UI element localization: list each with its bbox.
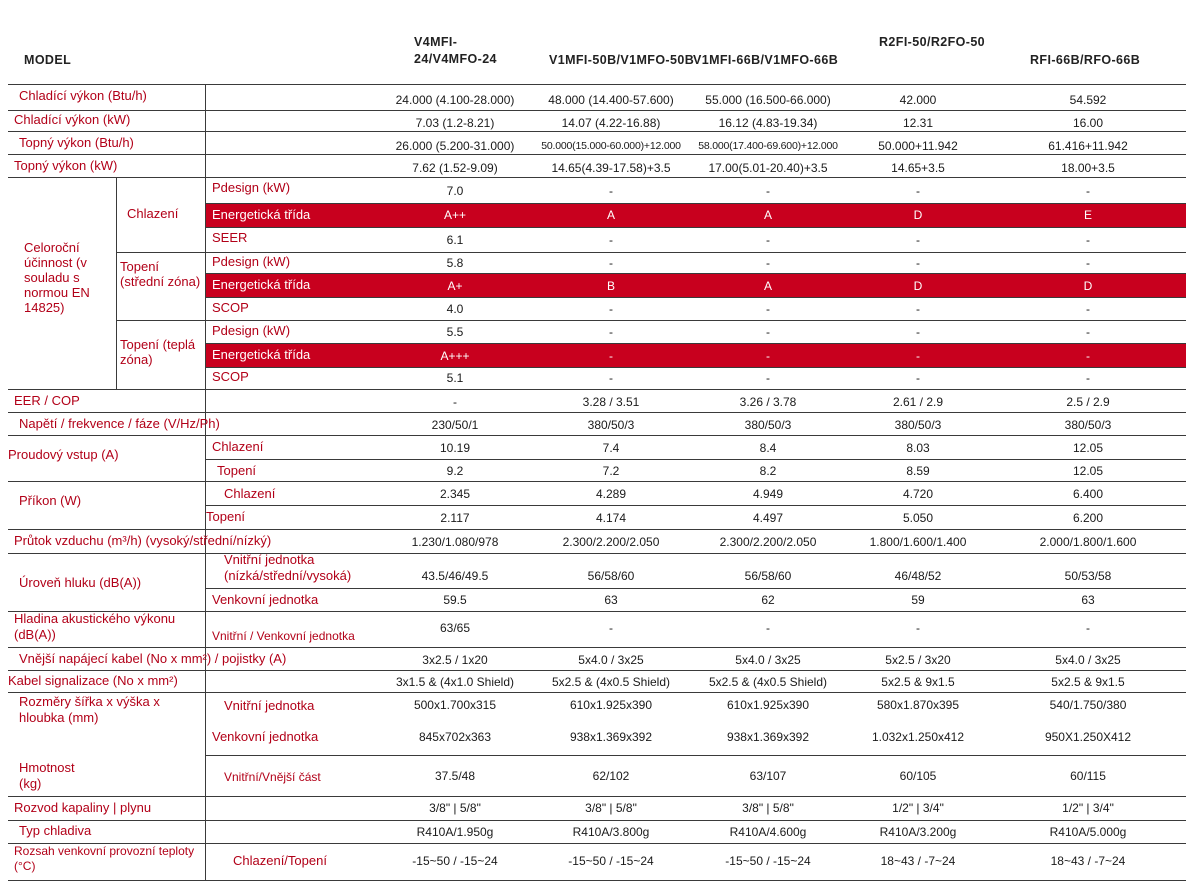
- label-power: Příkon (W): [19, 493, 82, 508]
- row-divider: [8, 177, 1186, 178]
- cell-sound-power: -: [766, 621, 770, 635]
- cell-dim-indoor: 500x1.700x315: [413, 698, 497, 712]
- label-seer-3: SEER: [212, 230, 248, 245]
- cell-noise-outdoor: 63: [1081, 593, 1095, 607]
- cell-c-seer: -: [1086, 233, 1090, 247]
- row-divider: [8, 692, 1186, 693]
- cell-c-class: D: [913, 208, 923, 222]
- cell-power-heat: 2.117: [440, 511, 470, 525]
- label-energy-class-2: Energetická třída: [212, 207, 311, 222]
- cell-c-seer: 6.1: [446, 233, 464, 247]
- row-divider-sub: [205, 588, 1186, 589]
- cell-refrigerant: R410A/3.800g: [572, 825, 650, 839]
- row-divider-group: [116, 320, 1186, 321]
- cell-noise-outdoor: 62: [761, 593, 775, 607]
- row-divider: [8, 131, 1186, 132]
- column-header-model: MODEL: [24, 53, 72, 67]
- cell-current-cool: 10.19: [439, 441, 471, 455]
- label-heating-mid: Topení (střední zóna): [120, 259, 201, 289]
- cell-noise-outdoor: 59: [911, 593, 925, 607]
- cell-c-class: A: [763, 208, 772, 222]
- cell-refrigerant: R410A/3.200g: [879, 825, 957, 839]
- cell-m-scop: -: [609, 302, 613, 316]
- cell-power-heat: 5.050: [902, 511, 934, 525]
- row-divider-inner: [205, 203, 1186, 204]
- label-noise-outdoor: Venkovní jednotka: [212, 592, 319, 607]
- label-heat-kw: Topný výkon (kW): [14, 158, 118, 173]
- column-header-model-4: R2FI-50/R2FO-50: [879, 35, 986, 49]
- cell-cool-btu: 24.000 (4.100-28.000): [395, 93, 515, 107]
- column-divider: [205, 84, 206, 880]
- label-current-heat: Topení: [217, 463, 257, 478]
- cell-refrigerant: R410A/4.600g: [729, 825, 807, 839]
- label-scop-6: SCOP: [212, 300, 249, 315]
- cell-w-class: -: [609, 349, 613, 363]
- row-divider-group: [116, 252, 1186, 253]
- cell-cool-kw: 16.00: [1072, 116, 1104, 130]
- cell-power-cable: 3x2.5 / 1x20: [422, 653, 488, 667]
- cell-dim-outdoor: 938x1.369x392: [569, 730, 653, 744]
- cell-heat-kw: 17.00(5.01-20.40)+3.5: [708, 161, 828, 175]
- cell-noise-indoor: 43.5/46/49.5: [421, 569, 489, 583]
- cell-m-class: D: [1083, 279, 1093, 293]
- cell-m-pdesign: -: [609, 256, 613, 270]
- cell-piping: 1/2" | 3/4": [892, 801, 944, 815]
- row-divider: [8, 110, 1186, 111]
- column-header-model-2: V1MFI-50B/V1MFO-50B: [549, 53, 695, 67]
- cell-cool-btu: 42.000: [899, 93, 937, 107]
- label-pdesign-1: Pdesign (kW): [212, 180, 291, 195]
- cell-current-cool: 8.4: [759, 441, 777, 455]
- row-divider: [8, 412, 1186, 413]
- cell-power-heat: 6.200: [1072, 511, 1104, 525]
- cell-temp-range: -15~50 / -15~24: [725, 854, 811, 868]
- cell-dim-indoor: 580x1.870x395: [876, 698, 960, 712]
- label-heating-warm: Topení (teplá zóna): [120, 337, 196, 367]
- cell-w-scop: -: [766, 371, 770, 385]
- label-energy-class-5: Energetická třída: [212, 277, 311, 292]
- cell-c-pdesign: -: [609, 184, 613, 198]
- cell-voltage: 380/50/3: [587, 418, 635, 432]
- cell-noise-indoor: 56/58/60: [587, 569, 635, 583]
- cell-weight: 37.5/48: [434, 769, 476, 783]
- cell-eer-cop: 2.61 / 2.9: [892, 395, 944, 409]
- cell-sound-power: -: [916, 621, 920, 635]
- cell-m-class: A: [763, 279, 772, 293]
- cell-c-seer: -: [916, 233, 920, 247]
- cell-cool-btu: 54.592: [1069, 93, 1107, 107]
- cell-dim-outdoor: 845x702x363: [418, 730, 492, 744]
- label-voltage: Napětí / frekvence / fáze (V/Hz/Ph): [19, 416, 220, 431]
- row-divider: [8, 796, 1186, 797]
- cell-current-heat: 8.59: [906, 464, 930, 478]
- cell-weight: 62/102: [592, 769, 630, 783]
- label-pdesign-4: Pdesign (kW): [212, 254, 291, 269]
- label-signal-cable: Kabel signalizace (No x mm²): [8, 673, 178, 688]
- row-divider-sub: [205, 459, 1186, 460]
- cell-voltage: 380/50/3: [894, 418, 942, 432]
- cell-power-heat: 4.497: [752, 511, 784, 525]
- label-airflow: Průtok vzduchu (m³/h) (vysoký/střední/nízký): [14, 533, 272, 548]
- cell-eer-cop: 3.28 / 3.51: [582, 395, 640, 409]
- cell-cool-kw: 16.12 (4.83-19.34): [718, 116, 818, 130]
- cell-c-seer: -: [766, 233, 770, 247]
- cell-power-cool: 4.720: [902, 487, 934, 501]
- label-weight-sub: Vnitřní/Vnější část: [224, 770, 321, 784]
- cell-cool-kw: 12.31: [902, 116, 934, 130]
- cell-airflow: 2.300/2.200/2.050: [719, 535, 817, 549]
- cell-sound-power: -: [1086, 621, 1090, 635]
- cell-heat-kw: 14.65+3.5: [891, 161, 945, 175]
- label-piping: Rozvod kapaliny | plynu: [14, 800, 152, 815]
- label-temp-sub: Chlazení/Topení: [233, 853, 327, 868]
- cell-w-pdesign: -: [1086, 325, 1090, 339]
- cell-w-class: A+++: [440, 349, 470, 363]
- row-divider: [8, 435, 1186, 436]
- row-divider: [8, 389, 1186, 390]
- cell-m-class: D: [913, 279, 923, 293]
- cell-c-class: A: [606, 208, 615, 222]
- cell-sound-power: -: [609, 621, 613, 635]
- cell-dim-outdoor: 950X1.250X412: [1044, 730, 1132, 744]
- row-divider-inner: [205, 343, 1186, 344]
- cell-m-scop: -: [916, 302, 920, 316]
- cell-temp-range: -15~50 / -15~24: [412, 854, 498, 868]
- cell-m-class: A+: [447, 279, 463, 293]
- label-current: Proudový vstup (A): [8, 447, 119, 462]
- cell-signal-cable: 5x2.5 & (4x0.5 Shield): [708, 675, 828, 689]
- cell-heat-kw: 14.65(4.39-17.58)+3.5: [551, 161, 671, 175]
- cell-power-cool: 4.289: [595, 487, 627, 501]
- cell-c-pdesign: -: [766, 184, 770, 198]
- cell-piping: 3/8" | 5/8": [742, 801, 794, 815]
- cell-w-class: -: [916, 349, 920, 363]
- column-header-model-5: RFI-66B/RFO-66B: [1030, 53, 1141, 67]
- cell-dim-indoor: 540/1.750/380: [1049, 698, 1127, 712]
- cell-noise-indoor: 46/48/52: [894, 569, 942, 583]
- label-noise-indoor: Vnitřní jednotka (nízká/střední/vysoká): [224, 552, 352, 583]
- label-dim-outdoor: Venkovní jednotka: [212, 729, 319, 744]
- cell-voltage: 230/50/1: [431, 418, 479, 432]
- cell-w-pdesign: -: [916, 325, 920, 339]
- label-temp-range: Rozsah venkovní provozní teploty (°C): [14, 844, 195, 873]
- row-divider-inner: [205, 367, 1186, 368]
- cell-noise-indoor: 50/53/58: [1064, 569, 1112, 583]
- cell-power-cool: 4.949: [752, 487, 784, 501]
- cell-c-pdesign: 7.0: [446, 184, 464, 198]
- cell-heat-kw: 7.62 (1.52-9.09): [412, 161, 498, 175]
- cell-weight: 60/115: [1070, 769, 1106, 783]
- label-cool-btu: Chladící výkon (Btu/h): [19, 88, 147, 103]
- cell-cool-btu: 55.000 (16.500-66.000): [705, 93, 831, 107]
- cell-refrigerant: R410A/1.950g: [416, 825, 494, 839]
- cell-noise-outdoor: 63: [604, 593, 618, 607]
- cell-temp-range: 18~43 / -7~24: [1050, 854, 1126, 868]
- cell-dim-indoor: 610x1.925x390: [569, 698, 653, 712]
- cell-m-scop: 4.0: [446, 302, 464, 316]
- label-sound-power: Hladina akustického výkonu (dB(A)): [14, 611, 176, 642]
- cell-eer-cop: -: [453, 395, 457, 409]
- label-current-cool: Chlazení: [212, 439, 264, 454]
- cell-power-cool: 6.400: [1072, 487, 1104, 501]
- cell-signal-cable: 5x2.5 & 9x1.5: [881, 675, 955, 689]
- cell-temp-range: -15~50 / -15~24: [568, 854, 654, 868]
- cell-weight: 60/105: [899, 769, 937, 783]
- cell-w-class: -: [1086, 349, 1090, 363]
- label-heat-btu: Topný výkon (Btu/h): [19, 135, 134, 150]
- row-divider-sub: [205, 505, 1186, 506]
- cell-heat-btu: 58.000(17.400-69.600)+12.000: [698, 140, 838, 152]
- cell-m-pdesign: -: [766, 256, 770, 270]
- label-refrigerant: Typ chladiva: [19, 823, 92, 838]
- label-cooling: Chlazení: [127, 206, 179, 221]
- cell-signal-cable: 5x2.5 & (4x0.5 Shield): [551, 675, 671, 689]
- cell-signal-cable: 3x1.5 & (4x1.0 Shield): [395, 675, 515, 689]
- cell-c-class: A++: [443, 208, 467, 222]
- cell-m-class: B: [606, 279, 615, 293]
- cell-c-seer: -: [609, 233, 613, 247]
- cell-power-cable: 5x4.0 / 3x25: [735, 653, 801, 667]
- row-divider-sub: [205, 755, 1186, 756]
- row-divider: [8, 880, 1186, 881]
- cell-piping: 3/8" | 5/8": [429, 801, 481, 815]
- row-divider: [8, 529, 1186, 530]
- cell-eer-cop: 2.5 / 2.9: [1066, 395, 1110, 409]
- cell-piping: 3/8" | 5/8": [585, 801, 637, 815]
- cell-piping: 1/2" | 3/4": [1062, 801, 1114, 815]
- cell-airflow: 2.000/1.800/1.600: [1039, 535, 1137, 549]
- cell-heat-btu: 50.000(15.000-60.000)+12.000: [541, 140, 681, 152]
- cell-voltage: 380/50/3: [744, 418, 792, 432]
- cell-current-heat: 9.2: [446, 464, 464, 478]
- label-power-heat: Topení: [206, 509, 246, 524]
- cell-dim-outdoor: 938x1.369x392: [726, 730, 810, 744]
- label-efficiency: Celoroční účinnost (v souladu s normou EN 14825): [24, 240, 90, 315]
- cell-cool-btu: 48.000 (14.400-57.600): [548, 93, 674, 107]
- cell-power-cool: 2.345: [439, 487, 471, 501]
- cell-w-pdesign: -: [766, 325, 770, 339]
- cell-signal-cable: 5x2.5 & 9x1.5: [1051, 675, 1125, 689]
- label-power-cable: Vnější napájecí kabel (No x mm²) / pojistky (A): [19, 651, 287, 666]
- cell-c-pdesign: -: [1086, 184, 1090, 198]
- cell-power-cable: 5x2.5 / 3x20: [885, 653, 951, 667]
- cell-w-pdesign: -: [609, 325, 613, 339]
- cell-temp-range: 18~43 / -7~24: [880, 854, 956, 868]
- cell-weight: 63/107: [749, 769, 787, 783]
- cell-m-scop: -: [766, 302, 770, 316]
- cell-current-cool: 12.05: [1072, 441, 1104, 455]
- row-divider: [8, 647, 1186, 648]
- cell-c-class: E: [1083, 208, 1092, 222]
- cell-dim-outdoor: 1.032x1.250x412: [871, 730, 965, 744]
- cell-w-scop: -: [1086, 371, 1090, 385]
- cell-power-cable: 5x4.0 / 3x25: [578, 653, 644, 667]
- row-divider-inner: [205, 227, 1186, 228]
- cell-noise-indoor: 56/58/60: [744, 569, 792, 583]
- label-weight: Hmotnost (kg): [19, 760, 75, 791]
- label-dim-indoor: Vnitřní jednotka: [224, 698, 315, 713]
- cell-c-pdesign: -: [916, 184, 920, 198]
- cell-heat-kw: 18.00+3.5: [1061, 161, 1115, 175]
- cell-airflow: 1.230/1.080/978: [411, 535, 499, 549]
- cell-airflow: 1.800/1.600/1.400: [869, 535, 967, 549]
- cell-current-heat: 8.2: [759, 464, 777, 478]
- row-divider-inner: [205, 297, 1186, 298]
- cell-power-cable: 5x4.0 / 3x25: [1055, 653, 1121, 667]
- cell-current-cool: 8.03: [906, 441, 930, 455]
- cell-current-cool: 7.4: [602, 441, 620, 455]
- label-pdesign-7: Pdesign (kW): [212, 323, 291, 338]
- label-energy-class-8: Energetická třída: [212, 347, 311, 362]
- label-noise: Úroveň hluku (dB(A)): [19, 575, 142, 590]
- cell-w-scop: -: [609, 371, 613, 385]
- cell-dim-indoor: 610x1.925x390: [726, 698, 810, 712]
- cell-current-heat: 12.05: [1072, 464, 1104, 478]
- row-divider: [8, 154, 1186, 155]
- cell-eer-cop: 3.26 / 3.78: [739, 395, 797, 409]
- cell-airflow: 2.300/2.200/2.050: [562, 535, 660, 549]
- cell-power-heat: 4.174: [595, 511, 627, 525]
- cell-cool-kw: 7.03 (1.2-8.21): [415, 116, 495, 130]
- column-divider-group: [116, 177, 117, 389]
- cell-refrigerant: R410A/5.000g: [1049, 825, 1127, 839]
- cell-voltage: 380/50/3: [1064, 418, 1112, 432]
- cell-noise-outdoor: 59.5: [443, 593, 467, 607]
- label-eer-cop: EER / COP: [14, 393, 80, 408]
- cell-current-heat: 7.2: [602, 464, 620, 478]
- row-divider-inner: [205, 273, 1186, 274]
- cell-w-scop: 5.1: [446, 371, 464, 385]
- cell-m-pdesign: 5.8: [446, 256, 464, 270]
- label-sound-power-sub: Vnitřní / Venkovní jednotka: [212, 629, 355, 643]
- label-cool-kw: Chladící výkon (kW): [14, 112, 131, 127]
- cell-m-scop: -: [1086, 302, 1090, 316]
- cell-heat-btu: 26.000 (5.200-31.000): [395, 139, 515, 153]
- row-divider: [8, 84, 1186, 85]
- cell-sound-power: 63/65: [439, 621, 471, 635]
- row-divider: [8, 670, 1186, 671]
- row-divider: [8, 481, 1186, 482]
- cell-m-pdesign: -: [1086, 256, 1090, 270]
- label-power-cool: Chlazení: [224, 486, 276, 501]
- cell-w-scop: -: [916, 371, 920, 385]
- cell-m-pdesign: -: [916, 256, 920, 270]
- row-divider: [8, 820, 1186, 821]
- column-header-model-1: V4MFI-24/V4MFO-24: [414, 35, 497, 66]
- cell-heat-btu: 50.000+11.942: [878, 139, 958, 153]
- label-scop-9: SCOP: [212, 369, 249, 384]
- cell-w-pdesign: 5.5: [446, 325, 464, 339]
- cell-cool-kw: 14.07 (4.22-16.88): [561, 116, 661, 130]
- row-divider: [8, 553, 1186, 554]
- cell-heat-btu: 61.416+11.942: [1048, 139, 1128, 153]
- column-header-model-3: V1MFI-66B/V1MFO-66B: [693, 53, 839, 67]
- cell-w-class: -: [766, 349, 770, 363]
- label-dimensions: Rozměry šířka x výška x hloubka (mm): [19, 694, 160, 725]
